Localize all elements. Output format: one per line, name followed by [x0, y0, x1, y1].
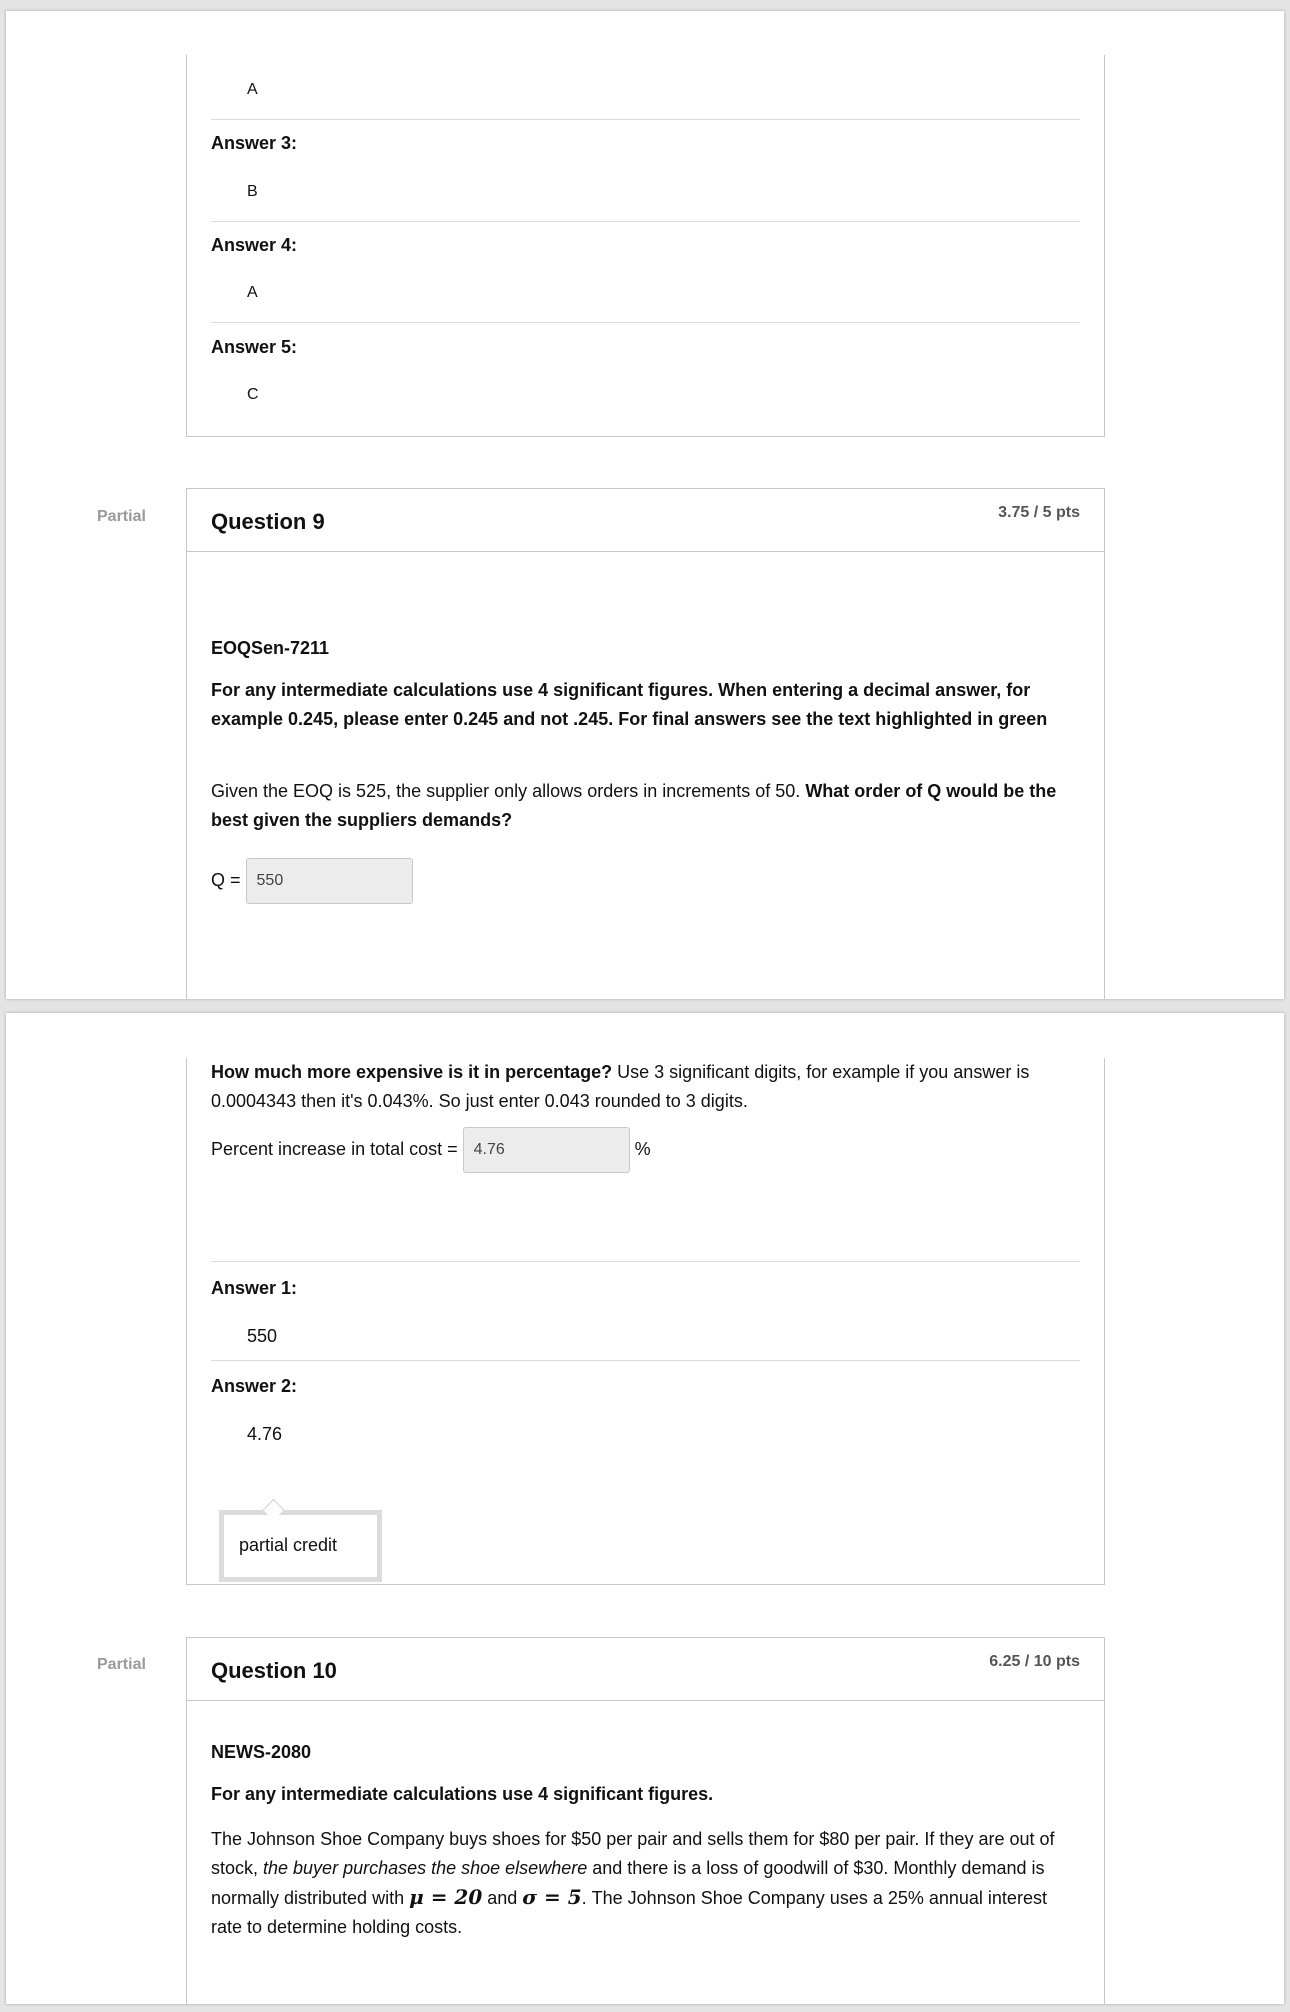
followup-text: Use 3 significant digits, for example if you answer is 0.0004343 then it's 0.043%. So just enter 0.043 rounded to 3 digits. — [211, 1062, 1030, 1111]
answer-5-label: Answer 5: — [211, 337, 298, 357]
answer-2-label: Answer 2: — [211, 1376, 298, 1396]
divider — [211, 221, 1080, 222]
answer-3-value: B — [247, 183, 258, 200]
question-9-followup-prompt — [211, 1058, 1080, 1116]
percent-label: Percent increase in total cost = — [211, 1138, 458, 1159]
q-label: Q = — [211, 869, 241, 890]
question-10-body — [186, 1700, 1105, 2004]
answer-3-label: Answer 3: — [211, 133, 298, 153]
answer-5-value: C — [247, 386, 259, 403]
question-10-header — [186, 1637, 1105, 1701]
answer-1-label: Answer 1: — [211, 1278, 298, 1298]
answer-2-value: A — [247, 81, 258, 98]
question-9-body-continued — [186, 1058, 1105, 1585]
question-9-prompt — [211, 777, 1080, 835]
mu-expression: μ = 20 — [409, 1885, 483, 1909]
q-answer-input[interactable]: 550 — [246, 858, 413, 904]
answer-4-value: A — [247, 284, 258, 301]
divider — [211, 119, 1080, 120]
question-10-code: NEWS-2080 — [211, 1742, 312, 1762]
question-10-status: Partial — [97, 1656, 146, 1673]
question-9-body — [186, 551, 1105, 999]
prompt-text: Given the EOQ is 525, the supplier only allows orders in increments of 50. — [211, 781, 801, 801]
prev-question-answers — [186, 55, 1105, 437]
percent-unit: % — [634, 1138, 651, 1159]
grader-comment — [219, 1510, 382, 1582]
grader-comment-text: partial credit — [239, 1535, 338, 1555]
question-9-status: Partial — [97, 508, 146, 525]
question-10-title: Question 10 — [211, 1658, 337, 1683]
scenario-text-2: and there is a loss of goodwill of $30. Monthly demand is normally distributed with — [211, 1858, 1045, 1908]
scenario-text-1: The Johnson Shoe Company buys shoes for $50 per pair and sells them for $80 per pair. If they are out of stock, — [211, 1829, 1055, 1878]
q-answer-row — [211, 858, 1080, 904]
divider — [211, 322, 1080, 323]
answer-2-value: 4.76 — [247, 1424, 283, 1444]
question-9-points: 3.75 / 5 pts — [998, 504, 1080, 521]
page-2 — [6, 1013, 1284, 2004]
percent-answer-input[interactable]: 4.76 — [463, 1127, 630, 1173]
divider — [211, 1261, 1080, 1262]
and-word: and — [482, 1888, 523, 1908]
divider — [211, 1360, 1080, 1361]
scenario-text-3: . The Johnson Shoe Company uses a 25% annual interest rate to determine holding costs. — [211, 1888, 1047, 1937]
prompt-bold-text: What order of Q would be the best given the suppliers demands? — [211, 781, 1057, 830]
question-9-instructions: For any intermediate calculations use 4 significant figures. When entering a decimal answer, for example 0.245, please enter 0.245 and not .245. For final answers see the text highlighted in green — [211, 680, 1048, 729]
percent-answer-row — [211, 1127, 1080, 1173]
scenario-italic-text: the buyer purchases the shoe elsewhere — [263, 1858, 588, 1878]
page-1 — [6, 11, 1284, 999]
question-9-header — [186, 488, 1105, 552]
question-10-points: 6.25 / 10 pts — [989, 1653, 1080, 1670]
answer-4-label: Answer 4: — [211, 235, 298, 255]
question-10-scenario — [211, 1825, 1080, 1942]
question-9-title: Question 9 — [211, 509, 325, 534]
answer-1-value: 550 — [247, 1326, 278, 1346]
question-10-instructions: For any intermediate calculations use 4 significant figures. — [211, 1784, 714, 1804]
question-9-code: EOQSen-7211 — [211, 638, 330, 658]
sigma-expression: σ = 5 — [522, 1885, 582, 1909]
comment-pointer — [263, 1499, 284, 1520]
followup-bold-text: How much more expensive is it in percentage? — [211, 1062, 613, 1082]
